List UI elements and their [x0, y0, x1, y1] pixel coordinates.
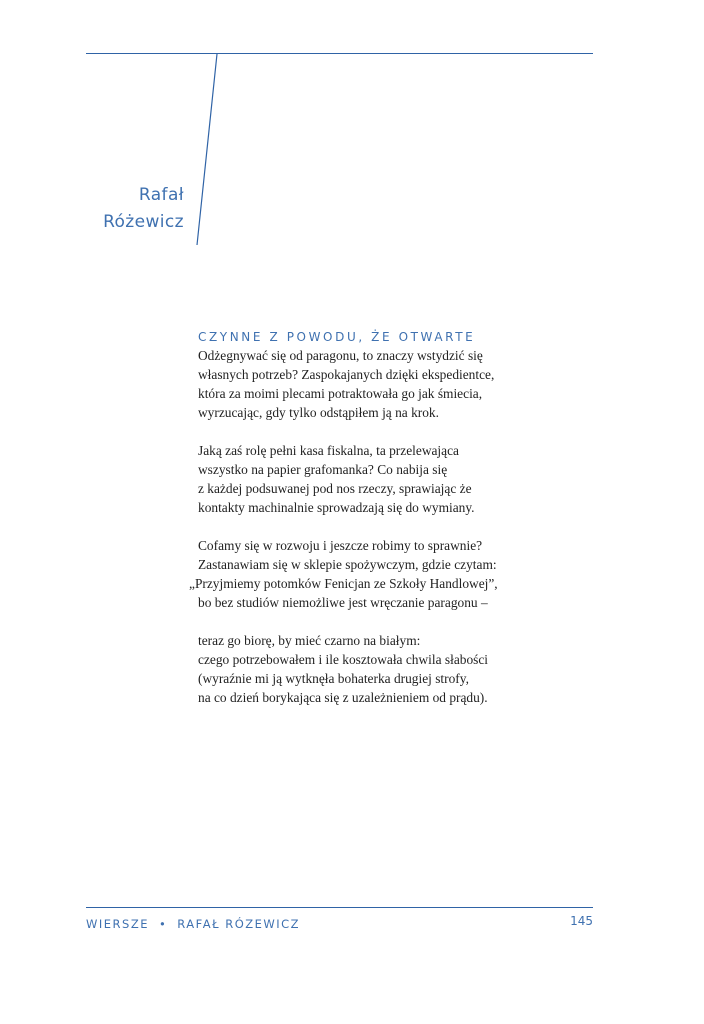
poem-line: która za moimi plecami potraktowała go jak śmiecia,	[198, 386, 483, 401]
footer-section: WIERSZE	[86, 917, 149, 931]
poem-line: na co dzień borykająca się z uzależnieniem od prądu).	[198, 690, 488, 705]
poem-line: wszystko na papier grafomanka? Co nabija się	[198, 462, 448, 477]
poem-title: CZYNNE Z POWODU, ŻE OTWARTE	[198, 330, 476, 344]
poem-line: Jaką zaś rolę pełni kasa fiskalna, ta przelewająca	[198, 443, 459, 458]
bottom-rule	[86, 907, 593, 908]
author-last-name: Różewicz	[103, 212, 184, 232]
footer-separator: •	[158, 917, 168, 931]
author-name	[60, 182, 184, 236]
poem	[189, 328, 538, 726]
stanza-2	[198, 441, 538, 517]
footer-author: RAFAŁ RÓZEWICZ	[177, 917, 301, 931]
poem-line: Zastanawiam się w sklepie spożywczym, gdzie czytam:	[198, 557, 497, 572]
poem-line: bo bez studiów niemożliwe jest wręczanie paragonu –	[198, 595, 488, 610]
stanza-3	[189, 536, 538, 612]
page-number: 145	[570, 914, 593, 928]
poem-line: czego potrzebowałem i ile kosztowała chwila słabości	[198, 652, 489, 667]
stanza-1	[198, 346, 538, 422]
poem-line: kontakty machinalnie sprowadzają się do wymiany.	[198, 500, 475, 515]
author-first-name: Rafał	[138, 185, 184, 205]
stanza-4	[198, 631, 538, 707]
slant-divider-line	[0, 0, 704, 300]
running-footer	[86, 917, 300, 931]
poem-line: Cofamy się w rozwoju i jeszcze robimy to sprawnie?	[198, 538, 483, 553]
poem-line: z każdej podsuwanej pod nos rzeczy, sprawiając że	[198, 481, 472, 496]
poem-line: teraz go biorę, by mieć czarno na białym:	[198, 633, 421, 648]
poem-line: (wyraźnie mi ją wytknęła bohaterka drugiej strofy,	[198, 671, 469, 686]
poem-line: wyrzucając, gdy tylko odstąpiłem ją na krok.	[198, 405, 439, 420]
poem-line: „Przyjmiemy potomków Fenicjan ze Szkoły Handlowej”,	[189, 576, 498, 591]
poem-line: własnych potrzeb? Zaspokajanych dzięki ekspedientce,	[198, 367, 495, 382]
poem-line: Odżegnywać się od paragonu, to znaczy wstydzić się	[198, 348, 483, 363]
